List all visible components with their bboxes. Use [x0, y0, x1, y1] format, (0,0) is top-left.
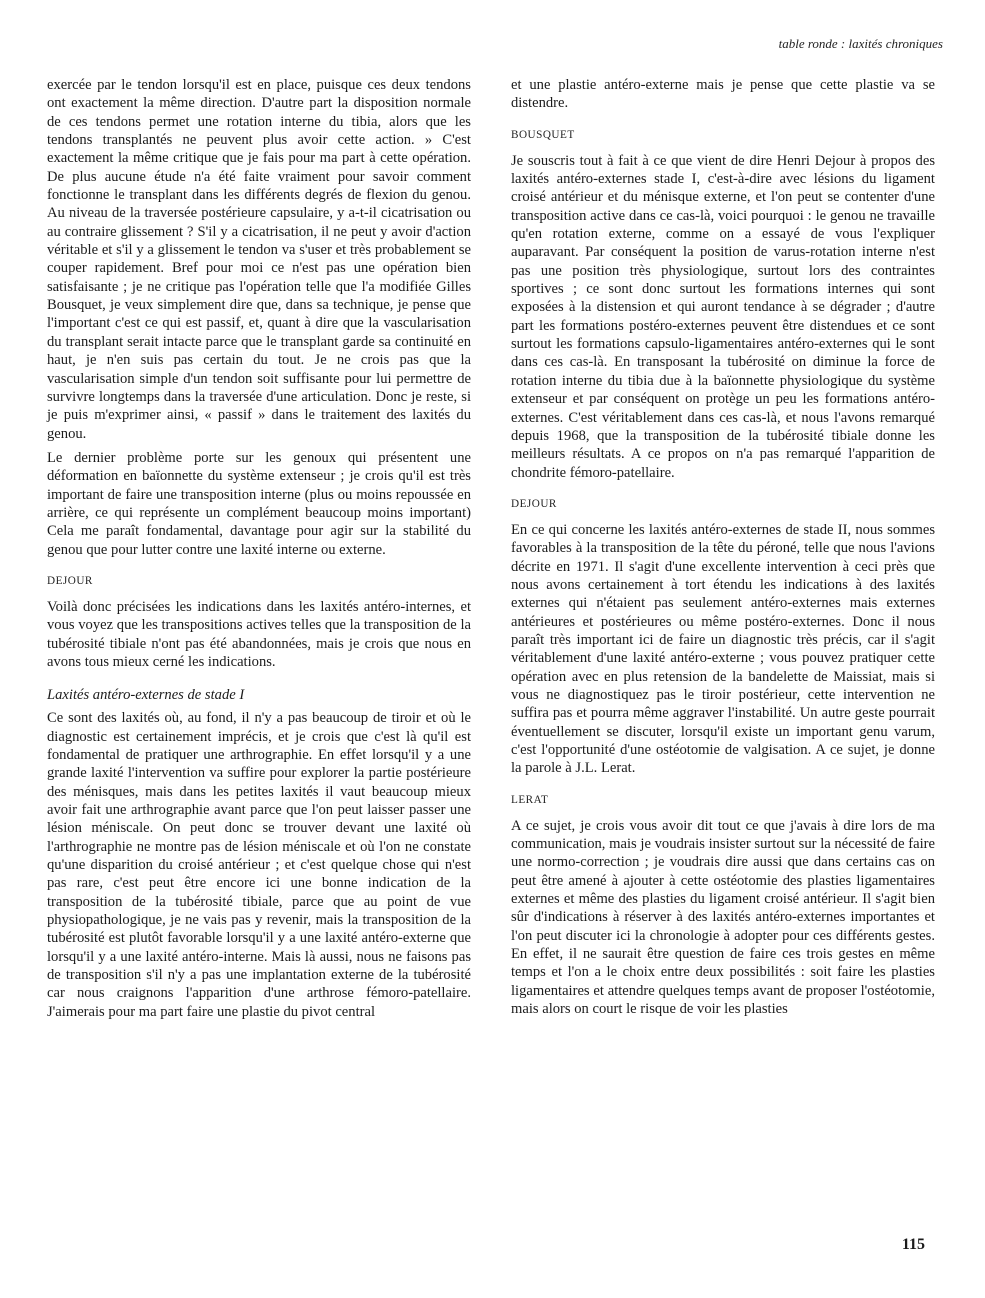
body-paragraph: exercée par le tendon lorsqu'il est en place, puisque ces deux tendons ont exactement la même direction. D'autre part la disposition normale de ces tendons permet une rotation interne du tibia, alors que les tendons transplantés ne peuvent plus avoir cette action. » C'est exactement la même critique que je fais pour ma part à cette opération. De plus aucune étude n'a été faite vraiment pour savoir comment fonctionne le transplant dans les différents degrés de flexion du genou. Au niveau de la traversée postérieure capsulaire, y a-t-il cicatrisation ou au contraire glissement ? S'il y a cicatrisation, il ne peut y avoir d'action véritable et s'il y a glissement le tendon va s'user et très probablement se couper rapidement. Bref pour moi ce n'est pas une opération bien satisfaisante ; je ne critique pas l'opération telle que l'a modifiée Gilles Bousquet, je veux simplement dire que, dans sa technique, je pense que l'important c'est ce qui est passif, et, quant à dire que la vascularisation du transplant serait intacte parce que le transplant garde sa continuité en haut, je n'en suis pas certain du tout. Je ne crois pas que la vascularisation simple d'un tendon soit suffisante pour lui permettre de survivre longtemps dans la traversée d'une articulation. Donc je reste, si je puis m'exprimer ainsi, « passif » dans le traitement des laxités du genou. — [47, 77, 471, 442]
left-column — [47, 76, 471, 1027]
speaker-name: DEJOUR — [511, 497, 557, 510]
page-number: 115 — [901, 1236, 925, 1253]
section-subheading: Laxités antéro-externes de stade I — [47, 687, 245, 704]
speaker-name: LERAT — [511, 793, 549, 806]
speaker-name: BOUSQUET — [511, 128, 575, 141]
running-header: table ronde : laxités chroniques — [778, 36, 943, 51]
body-paragraph: Voilà donc précisées les indications dans les laxités antéro-internes, et vous voyez que les transpositions actives telles que la transposition de la tubérosité tibiale n'ont pas été abandonnées, mais je crois que nous en avons tous mieux cerné les indications. — [47, 598, 471, 670]
body-paragraph: Ce sont des laxités où, au fond, il n'y a pas beaucoup de tiroir et où le diagnostic est certainement imprécis, et je crois que c'est là qu'il est fondamental de pratiquer une arthrographie. En effet lorsqu'il y a une grande laxité l'intervention va suffire pour explorer la partie postérieure des ménisques, mais dans les petites laxités il vaut beaucoup mieux avoir fait une arthrographie avant parce que l'on peut laisser passer une lésion méniscale. On peut donc se trouver devant une laxité où l'arthrographie ne montre pas de lésion méniscale et où l'on ne constate qu'une disparition du croisé antérieur ; et c'est quelque chose qui n'est pas rare, c'est peut être encore ici une bonne indication de la transposition de la tubérosité tibiale, parce que au point de vue physiopathologique, je ne vais pas y revenir, mais la transposition de la tubérosité est plutôt favorable lorsqu'il y a une laxité antéro-externe que lorsqu'il y a une laxité antéro-interne. Mais là aussi, nous ne faisons pas de transposition s'il n'y a pas une implantation externe de la tubérosité car nous craignons l'apparition d'une arthrose fémoro-patellaire. J'aimerais pour ma part faire une plastie du pivot central — [47, 710, 471, 1020]
speaker-name: DEJOUR — [47, 574, 93, 587]
body-paragraph: En ce qui concerne les laxités antéro-externes de stade II, nous sommes favorables à la transposition de la tête du péroné, telle que nous l'avions décrite en 1971. Il s'agit d'une excellente intervention à ceci près que nous avons certainement à tort étendu les indications à des laxités externes qui n'étaient pas seulement antéro-externes mais externes antérieures et postérieures ou même postéro-externes. Donc il nous paraît très important ici de faire un diagnostic très précis, car il s'agit véritablement d'une laxité antéro-externe ; vous pouvez pratiquer cette opération avec en plus retension de la bandelette de Maissiat, mais si vous ne diagnostiquez pas le tiroir postérieur, cette intervention ne suffira pas et pourra même aggraver l'instabilité. Un autre geste pourrait éventuellement se discuter, lorsqu'il existe un important genu varum, c'est l'opportunité d'une ostéotomie de valgisation. A ce sujet, je donne la parole à J.L. Lerat. — [511, 521, 935, 777]
body-paragraph: A ce sujet, je crois vous avoir dit tout ce que j'avais à dire lors de ma communication, mais je voudrais insister surtout sur la nécessité de faire une normo-correction ; je voudrais dire aussi que dans certains cas on peut être amené à ajouter à cette ostéotomie des plasties ligamentaires externes et même des plasties du ligament croisé antérieur. Il s'agit bien sûr d'indications à réserver à des laxités antéro-externes importantes et l'on peut discuter ici la chronologie à adopter pour ces différents gestes. En effet, il ne saurait être question de faire ces trois gestes en même temps et l'on a le choix entre deux possibilités : soit faire les plasties ligamentaires et attendre quelques temps avant de proposer l'ostéotomie, mais alors on court le risque de voir les plasties — [511, 817, 935, 1018]
body-paragraph: Le dernier problème porte sur les genoux qui présentent une déformation en baïonnette du système extenseur ; je crois qu'il est très important de faire une transposition interne (plus ou moins repoussée en arrière, ce qui représente un complément beaucoup moins important) Cela me paraît fondamental, davantage pour agir sur la stabilité du genou que pour lutter contre une laxité interne ou externe. — [47, 449, 471, 558]
body-paragraph: Je souscris tout à fait à ce que vient de dire Henri Dejour à propos des laxités antéro-externes stade I, c'est-à-dire avec lésions du ligament croisé antérieur et du ménisque externe, et l'on peut se contenter d'une transposition active dans ce cas-là, voici pourquoi : le genou ne travaille qu'en rotation externe, comme on a essayé de vous l'expliquer auparavant. Par conséquent la position de varus-rotation interne n'est pas une position très physiologique, surtout lors des contraintes sportives ; ce sont donc surtout les formations internes qui sont exposées à la distension et qui auront tendance à se dégrader ; d'autre part les formations postéro-externes peuvent être distendues et ce sont surtout les formations capsulo-ligamentaires antéro-externes qui le sont dans ces cas-là. En transposant la tubérosité on diminue la force de rotation interne du tibia due à la baïonnette physiologique du système extenseur et par conséquent on protège un peu les formations antéro-externes. C'est véritablement dans ces cas-là, et nous l'avons remarqué depuis 1968, que la transposition de la tubérosité tibiale donne les meilleurs résultats. A ce propos on n'a pas remarqué l'apparition de chondrite fémoro-patellaire. — [511, 152, 935, 481]
body-paragraph: et une plastie antéro-externe mais je pense que cette plastie va se distendre. — [511, 77, 935, 112]
right-column — [511, 76, 935, 1024]
